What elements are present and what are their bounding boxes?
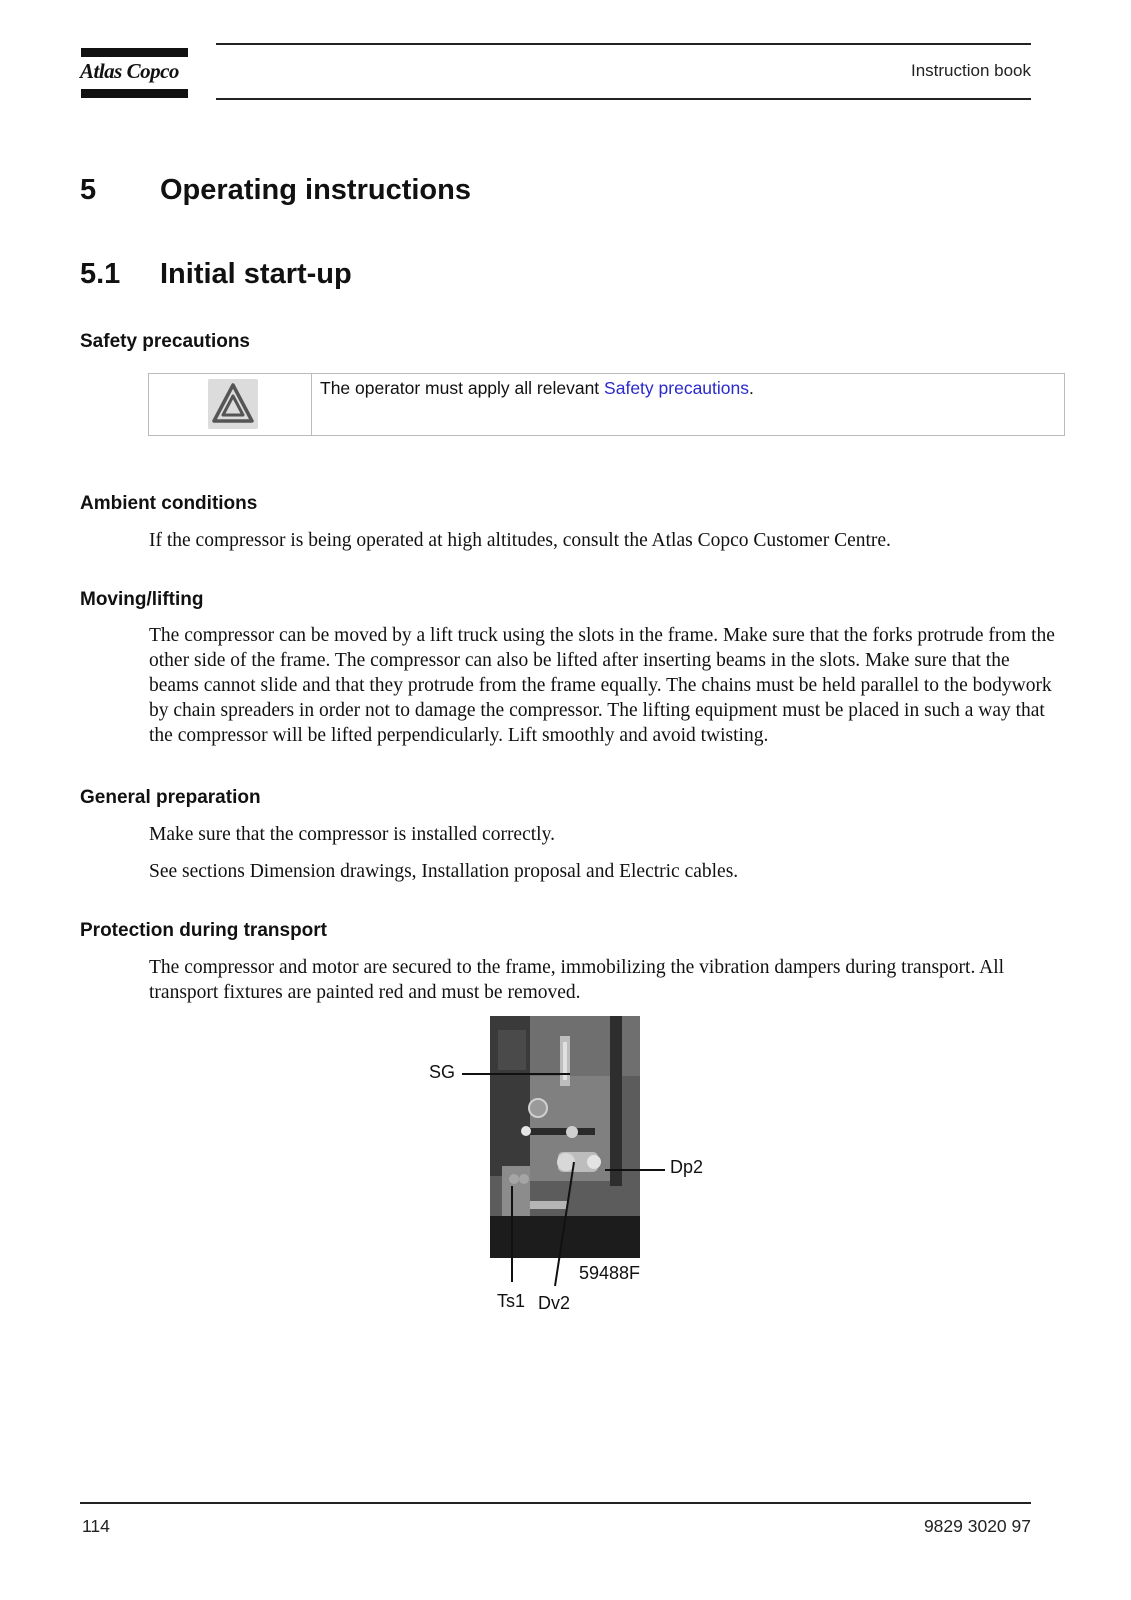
callout-dp2-line (605, 1169, 665, 1171)
safety-heading: Safety precautions (80, 331, 250, 352)
callout-ts1-line (511, 1186, 513, 1282)
document-number: 9829 3020 97 (923, 1516, 1031, 1536)
figure-reference: 59488F (579, 1263, 641, 1283)
transport-text: The compressor and motor are secured to the frame, immobilizing the vibration dampers during transport. All transport fixtures are painted red and must be removed. (149, 957, 1005, 1003)
chapter-title: Operating instructions (160, 174, 471, 206)
logo-bar-top (81, 48, 188, 57)
note-divider (311, 374, 312, 435)
footer-rule (80, 1502, 1031, 1504)
safety-note-text (320, 378, 754, 399)
warning-triangle-icon (208, 379, 258, 429)
safety-note-prefix: The operator must apply all relevant (320, 378, 605, 398)
page-number: 114 (82, 1516, 110, 1536)
ambient-text: If the compressor is being operated at high altitudes, consult the Atlas Copco Customer Centre. (149, 530, 891, 551)
transport-heading: Protection during transport (80, 920, 327, 941)
callout-dp2: Dp2 (670, 1157, 704, 1177)
callout-dv2: Dv2 (538, 1293, 571, 1313)
general-heading: General preparation (80, 787, 261, 808)
moving-heading: Moving/lifting (80, 589, 204, 610)
moving-text: The compressor can be moved by a lift truck using the slots in the frame. Make sure that the forks protrude from the other side of the frame. The compressor can also be lifted after inserting beams in the slots. Make sure that the beams cannot slide and that they protrude from the frame equally. The chains must be held parallel to the bodywork by chain spreaders in order not to damage the compressor. The lifting equipment must be placed in such a way that the compressor will be lifted perpendicularly. Lift smoothly and avoid twisting. (149, 625, 1055, 746)
logo-bar-bottom (81, 89, 188, 98)
section-number: 5.1 (80, 258, 121, 290)
section-title: Initial start-up (160, 258, 352, 290)
safety-note (148, 373, 1065, 436)
book-title: Instruction book (910, 61, 1031, 80)
safety-precautions-link[interactable]: Safety precautions (604, 378, 749, 398)
header-rule-bottom (216, 98, 1031, 100)
safety-note-suffix: . (749, 378, 754, 398)
callout-ts1: Ts1 (497, 1291, 526, 1311)
chapter-number: 5 (80, 174, 97, 206)
callout-sg-line (462, 1073, 570, 1075)
callout-dv2-line (550, 1160, 580, 1290)
section-heading (80, 258, 352, 291)
header-rule-top (216, 43, 1031, 45)
callout-sg: SG (429, 1062, 456, 1082)
chapter-heading (80, 174, 471, 207)
general-text-1: Make sure that the compressor is installed correctly. (149, 824, 555, 845)
general-text-2: See sections Dimension drawings, Installation proposal and Electric cables. (149, 861, 739, 882)
ambient-heading: Ambient conditions (80, 493, 258, 514)
brand-logo: Atlas Copco (80, 59, 179, 83)
